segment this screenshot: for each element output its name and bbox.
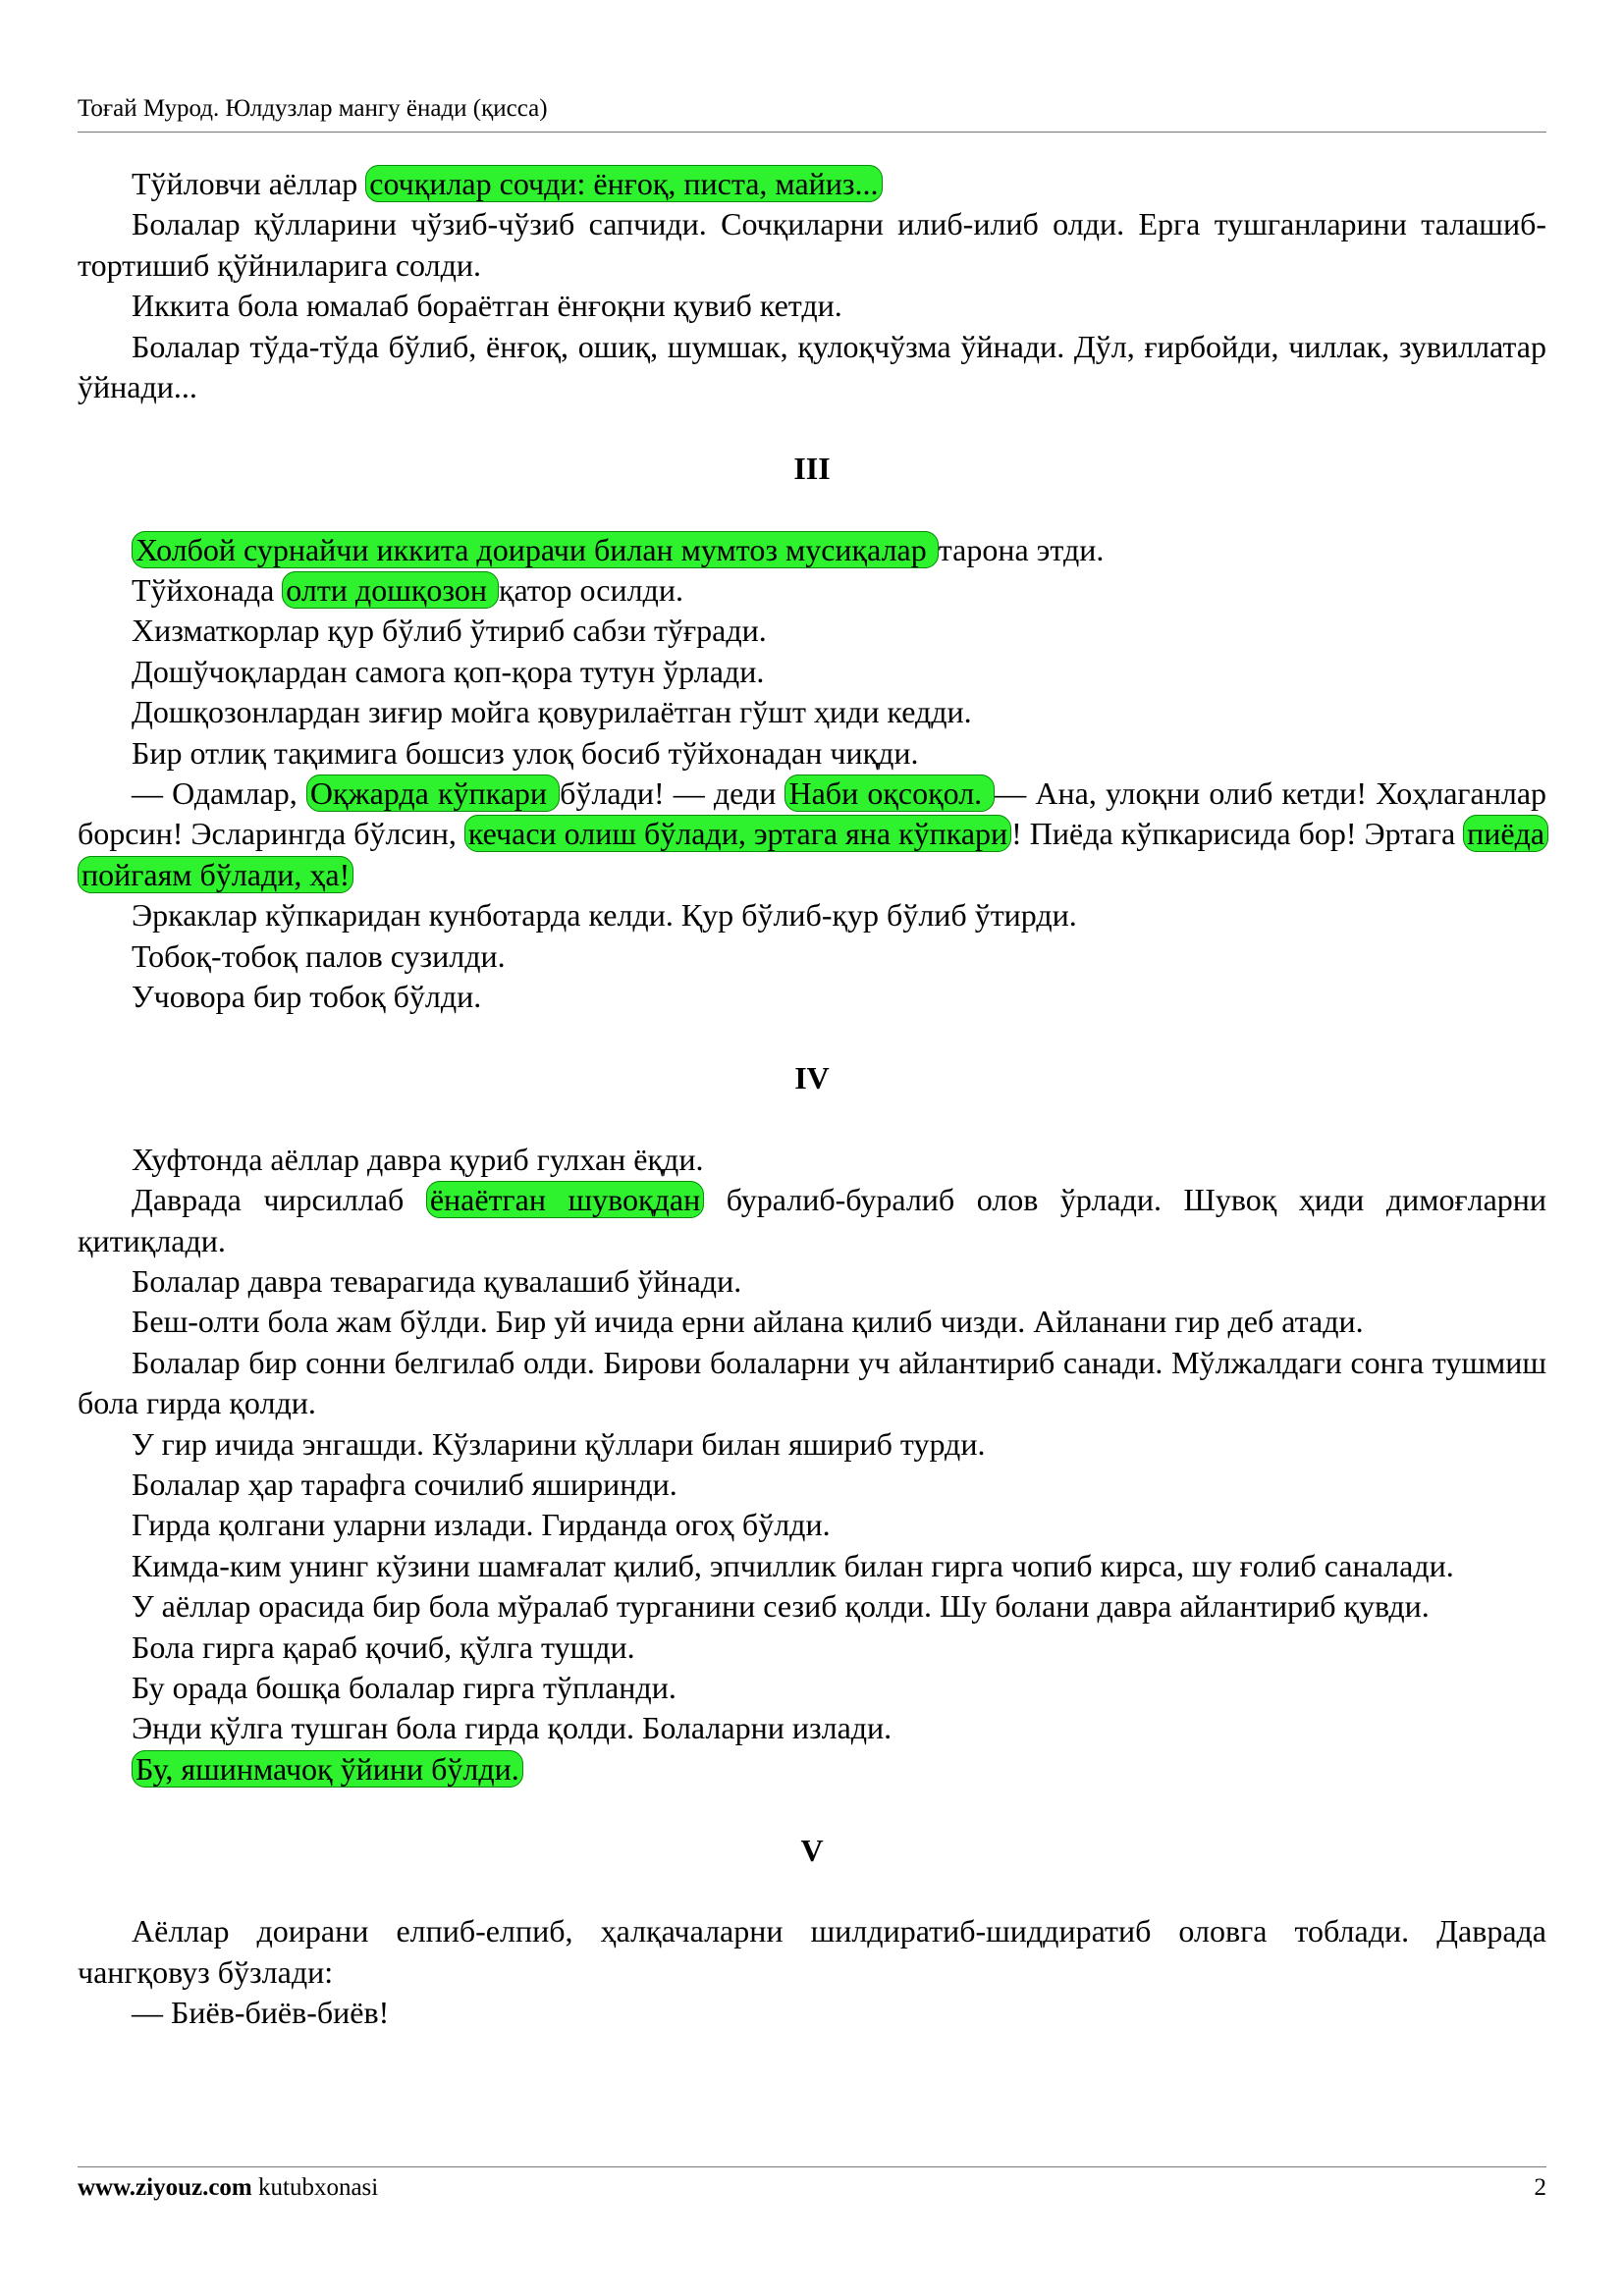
paragraph: Учовора бир тобоқ бўлди. [132,979,482,1015]
section-heading-iii: III [793,450,831,486]
text-run: Тўйловчи аёллар [132,166,366,201]
section-heading-iv: IV [794,1059,830,1095]
paragraph [78,530,1546,570]
paragraph: Болалар тўда-тўда бўлиб, ёнғоқ, ошиқ, шумшак, қулоқчўзма ўйнади. Дўл, ғирбойди, чиллак, зувиллатар ўйнади... [78,328,1546,405]
paragraph: Болалар ҳар тарафга сочилиб яширинди. [132,1466,677,1502]
story-text [78,164,1546,2034]
paragraph: Дошқозонлардан зиғир мойга қовурилаётган гўшт ҳиди кедди. [132,694,972,730]
text-run: ! Пиёда кўпкарисида бор! Эртага [1011,816,1464,852]
highlight: Бу, яшинмачоқ ўйини бўлди. [132,1750,523,1788]
paragraph: Иккита бола юмалаб бораётган ёнғоқни қувиб кетди. [132,288,842,324]
text-run: тарона этди. [938,531,1105,567]
paragraph [78,570,1546,611]
paragraph: Бир отлиқ тақимига бошсиз улоқ босиб тўйхонадан чиқди. [132,734,919,771]
paragraph [78,1749,1546,1789]
highlight: сочқилар сочди: ёнғоқ, писта, майиз... [365,165,882,202]
section-gap [78,1789,1546,1830]
paragraph [78,1180,1546,1261]
highlight: олти дошқозон [282,571,499,609]
paragraph: Хуфтонда аёллар давра қуриб гулхан ёқди. [132,1141,704,1177]
footer-library-label: kutubxonasi [251,2174,379,2201]
paragraph: Болалар қўлларини чўзиб-чўзиб сапчиди. Сочқиларни илиб-илиб олди. Ерга тушганларини талашиб-тортишиб қўйниларига солди. [78,206,1546,283]
highlight: Наби оқсоқол. [784,774,995,812]
paragraph: У аёллар орасида бир бола мўралаб турганини сезиб қолди. Шу болани давра айлантириб қувди. [132,1588,1430,1625]
paragraph: Тобоқ-тобоқ палов сузилди. [132,937,506,974]
footer-divider [78,2166,1546,2167]
footer-site-link[interactable]: www.ziyouz.com [78,2174,252,2201]
section-gap [78,1098,1546,1139]
section-gap [78,489,1546,529]
page-footer [78,2173,1546,2203]
text-run: Тўйхонада [132,572,283,609]
paragraph: Гирда қолгани уларни излади. Гирданда огоҳ бўлди. [132,1507,831,1543]
paragraph: Энди қўлга тушган бола гирда қолди. Болаларни излади. [132,1710,893,1746]
paragraph: Бола гирга қараб қочиб, қўлга тушди. [132,1629,635,1665]
paragraph: Дошўчоқлардан самога қоп-қора тутун ўрлади. [132,653,765,689]
text-run: — Одамлар, [132,775,306,812]
paragraph: Аёллар доирани елпиб-елпиб, ҳалқачаларни шилдиратиб-шиддиратиб оловга тоблади. Даврада чангқовуз бўзлади: [78,1913,1546,1990]
paragraph: Болалар бир сонни белгилаб олди. Бирови болаларни уч айлантириб санади. Мўлжалдаги сонга тушмиш бола гирда қолди. [78,1344,1546,1421]
section-gap [78,1018,1546,1058]
paragraph: У гир ичида энгашди. Кўзларини қўллари билан яшириб турди. [132,1425,986,1462]
text-run: қатор осилди. [498,572,683,609]
section-heading-v: V [800,1832,824,1868]
header-divider [78,132,1546,133]
text-run: буралиб-буралиб олов ўрлади. Шувоқ ҳиди димоғларни қитиқлади. [78,1182,1547,1258]
page-number: 2 [1534,2174,1546,2201]
paragraph: Хизматкорлар қур бўлиб ўтириб сабзи тўғради. [132,613,767,649]
paragraph: Беш-олти бола жам бўлди. Бир уй ичида ерни айлана қилиб чизди. Айланани гир деб атади. [132,1304,1364,1340]
text-run: бўлади! — деди [560,775,785,812]
highlight: Холбой сурнайчи иккита доирачи билан мумтоз мусиқалар [132,531,939,568]
running-header: Тоғай Мурод. Юлдузлар мангу ёнади (қисса) [78,95,548,122]
paragraph [78,774,1546,895]
section-gap [78,1871,1546,1911]
text-run: — Ана, улоқни олиб кетди! Хоҳлаганлар борсин! Эсларингда бўлсин, [78,775,1547,852]
paragraph: Бу орада бошқа болалар гирга тўпланди. [132,1669,676,1705]
paragraph: — Биёв-биёв-биёв! [132,1995,390,2031]
highlight: пиёда пойгаям бўлади, ҳа! [78,815,1548,892]
highlight: ёнаётган шувоқдан [426,1181,704,1218]
paragraph: Кимда-ким унинг кўзини шамғалат қилиб, эпчиллик билан гирга чопиб кирса, шу ғолиб саналади. [132,1547,1454,1583]
section-gap [78,407,1546,448]
paragraph: Эркаклар кўпкаридан кунботарда келди. Қур бўлиб-қур бўлиб ўтирди. [132,897,1077,934]
highlight: Оқжарда кўпкари [306,774,560,812]
paragraph [78,164,1546,204]
highlight: кечаси олиш бўлади, эртага яна кўпкари [464,815,1011,852]
paragraph: Болалар давра теварагида қувалашиб ўйнади. [132,1262,742,1299]
text-run: Даврада чирсиллаб [132,1182,426,1218]
